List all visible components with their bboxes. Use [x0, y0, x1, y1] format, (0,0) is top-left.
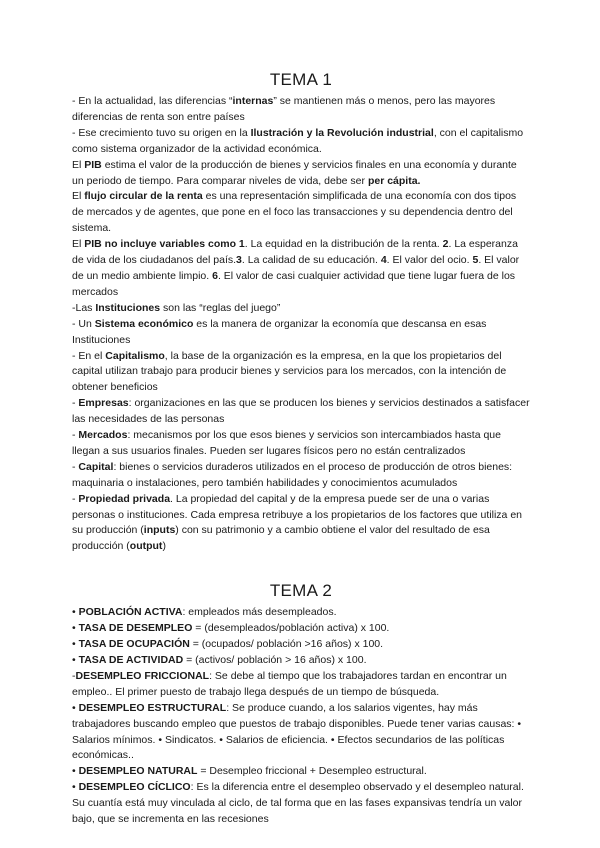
tema1-paragraph [72, 492, 530, 556]
text-run: -Las [72, 301, 96, 314]
text-run: . La calidad de su educación. [241, 254, 381, 267]
text-run: = (desempleados/población activa) x 100. [192, 622, 390, 635]
text-run: = Desempleo friccional + Desempleo estructural. [197, 765, 427, 778]
document-page [72, 70, 530, 828]
tema2-body [72, 605, 530, 828]
bold-term: Mercados [78, 429, 128, 442]
tema1-title: TEMA 1 [269, 70, 333, 89]
tema2-title: TEMA 2 [269, 581, 333, 601]
tema2-paragraph [72, 701, 530, 765]
bold-term: 6 [212, 269, 218, 282]
text-run: : mecanismos por los que esos bienes y servicios son intercambiados hasta que llegan a sus usuarios finales. Pueden ser lugares físicos pero no están centralizados [72, 429, 501, 457]
bold-term: Ilustración y la Revolución industrial [250, 126, 434, 139]
text-run: ” se mantienen más o menos, pero las mayores diferencias de renta son entre países [72, 95, 496, 123]
text-run: . La equidad en la distribución de la renta. [244, 238, 443, 251]
tema1-paragraph [72, 396, 530, 428]
bold-term: TASA DE DESEMPLEO [78, 622, 193, 635]
text-run: - En el [72, 349, 106, 362]
bold-term: DESEMPLEO FRICCIONAL [75, 669, 210, 682]
text-run: • [72, 606, 79, 619]
tema1-paragraph [72, 349, 530, 397]
tema2-paragraph [72, 764, 530, 780]
tema1-paragraph [72, 189, 530, 237]
bold-term: DESEMPLEO ESTRUCTURAL [78, 701, 227, 714]
tema2-paragraph [72, 653, 530, 669]
bold-term: inputs [143, 524, 176, 537]
text-run: • [72, 701, 79, 714]
text-run: = (activos/ población > 16 años) x 100. [183, 654, 367, 666]
bold-term: Propiedad privada [78, 492, 171, 505]
text-run: es la manera de organizar la economía que descansa en esas Instituciones [72, 317, 487, 346]
text-run: - [72, 429, 79, 442]
bold-term: DESEMPLEO NATURAL [78, 765, 198, 778]
tema1-paragraph [72, 237, 530, 301]
text-run: ) con su patrimonio y a cambio obtiene el valor del resultado de esa producción ( [72, 524, 490, 553]
bold-term: PIB [84, 158, 102, 171]
bold-term: 4 [380, 254, 387, 267]
text-run: • [72, 654, 79, 666]
text-run: - [72, 669, 76, 682]
bold-term: Sistema económico [94, 317, 194, 330]
text-run: : Se produce cuando, a los salarios vigentes, hay más trabajadores buscando empleo que puestos de trabajo disponibles. Puede tener varias causas: • Salarios mínimos. • Sindicatos. • Salarios de eficiencia. • Efectos secundarios de las políticas económicas.. [72, 701, 522, 762]
tema1-paragraph [72, 317, 530, 349]
bold-term: TASA DE OCUPACIÓN [78, 638, 190, 651]
tema1-paragraph [72, 158, 530, 190]
bold-term: DESEMPLEO CÍCLICO [78, 781, 191, 794]
tema2-paragraph [72, 780, 530, 828]
tema2-paragraph [72, 669, 530, 701]
tema2-paragraph [72, 605, 530, 621]
text-run: - Un [72, 317, 95, 330]
tema1-paragraph [72, 94, 530, 126]
text-run: es una representación simplificada de una economía con dos tipos de mercados y de agentes, que pone en el foco las transacciones y su dependencia dentro del sistema. [72, 190, 517, 235]
tema1-paragraph [72, 301, 530, 317]
text-run: • [72, 622, 79, 635]
bold-term: Instituciones [95, 301, 161, 314]
text-run: . El valor de un medio ambiente limpio. [72, 254, 520, 282]
text-run: . El valor del ocio. [386, 254, 473, 267]
text-run: - Ese crecimiento tuvo su origen en la [72, 126, 251, 139]
text-run: : organizaciones en las que se producen los bienes y servicios destinados a satisfacer las necesidades de las personas [72, 397, 530, 426]
text-run: • [72, 765, 79, 778]
bold-term: 3 [236, 254, 242, 267]
bold-term: internas [232, 95, 274, 107]
text-run: = (ocupados/ población >16 años) x 100. [189, 638, 384, 651]
text-run: : empleados más desempleados. [182, 606, 337, 619]
tema1-paragraph [72, 428, 530, 460]
text-run: El [72, 238, 85, 251]
tema2-paragraph [72, 637, 530, 653]
tema2-paragraph [72, 621, 530, 637]
bold-term: POBLACIÓN ACTIVA [78, 606, 183, 619]
text-run: El [72, 190, 85, 203]
text-run: ) [162, 540, 166, 553]
text-run: El [72, 158, 85, 171]
bold-term: PIB no incluye variables como 1 [84, 238, 245, 251]
text-run: • [72, 781, 79, 794]
text-run: , con el capitalismo como sistema organizador de la actividad económica. [72, 126, 524, 155]
bold-term: Capitalismo [105, 349, 165, 362]
bold-term: output [129, 540, 163, 553]
text-run: , la base de la organización es la empresa, en la que los propietarios del capital utilizan trabajo para producir bienes y servicios para los mercados, con la intención de obtener beneficios [72, 349, 507, 394]
bold-term: flujo circular de la renta [84, 190, 203, 203]
text-run: estima el valor de la producción de bienes y servicios finales en una economía y durante un periodo de tiempo. Para comparar niveles de vida, debe ser [72, 158, 517, 187]
text-run: : Se debe al tiempo que los trabajadores tardan en encontrar un empleo.. El primer puesto de trabajo llega después de un tiempo de búsqueda. [72, 669, 507, 698]
tema1-paragraph [72, 126, 530, 158]
text-run: - En la actualidad, las diferencias “ [72, 95, 233, 107]
text-run: : Es la diferencia entre el desempleo observado y el desempleo natural. Su cuantía está muy vinculada al ciclo, de tal forma que en las fases expansivas tendría un valor bajo, que se incrementa en las recesiones [72, 781, 524, 826]
bold-term: per cápita. [367, 174, 421, 187]
text-run: . El valor de casi cualquier actividad que tiene lugar fuera de los mercados [72, 269, 516, 298]
text-run: • [72, 638, 79, 651]
bold-term: Empresas [78, 397, 129, 410]
bold-term: 2 [442, 238, 449, 251]
bold-term: 5 [472, 254, 479, 267]
text-run: - [72, 460, 79, 473]
bold-term: Capital [78, 460, 114, 473]
text-run: son las “reglas del juego” [160, 301, 281, 314]
text-run: . La propiedad del capital y de la empresa puede ser de una o varias personas o instituciones. Cada empresa retribuye a los propietarios de los factores que utiliza en su producción ( [72, 492, 522, 537]
tema1-paragraph [72, 460, 530, 492]
bold-term: TASA DE ACTIVIDAD [78, 654, 184, 666]
tema1-body [72, 94, 530, 555]
text-run: - [72, 397, 79, 410]
text-run: . La esperanza de vida de los ciudadanos del país. [72, 238, 518, 267]
text-run: : bienes o servicios duraderos utilizados en el proceso de producción de otros bienes: maquinaria o instalaciones, pero también habilidades y conocimientos acumulados [72, 460, 513, 489]
text-run: - [72, 492, 79, 505]
